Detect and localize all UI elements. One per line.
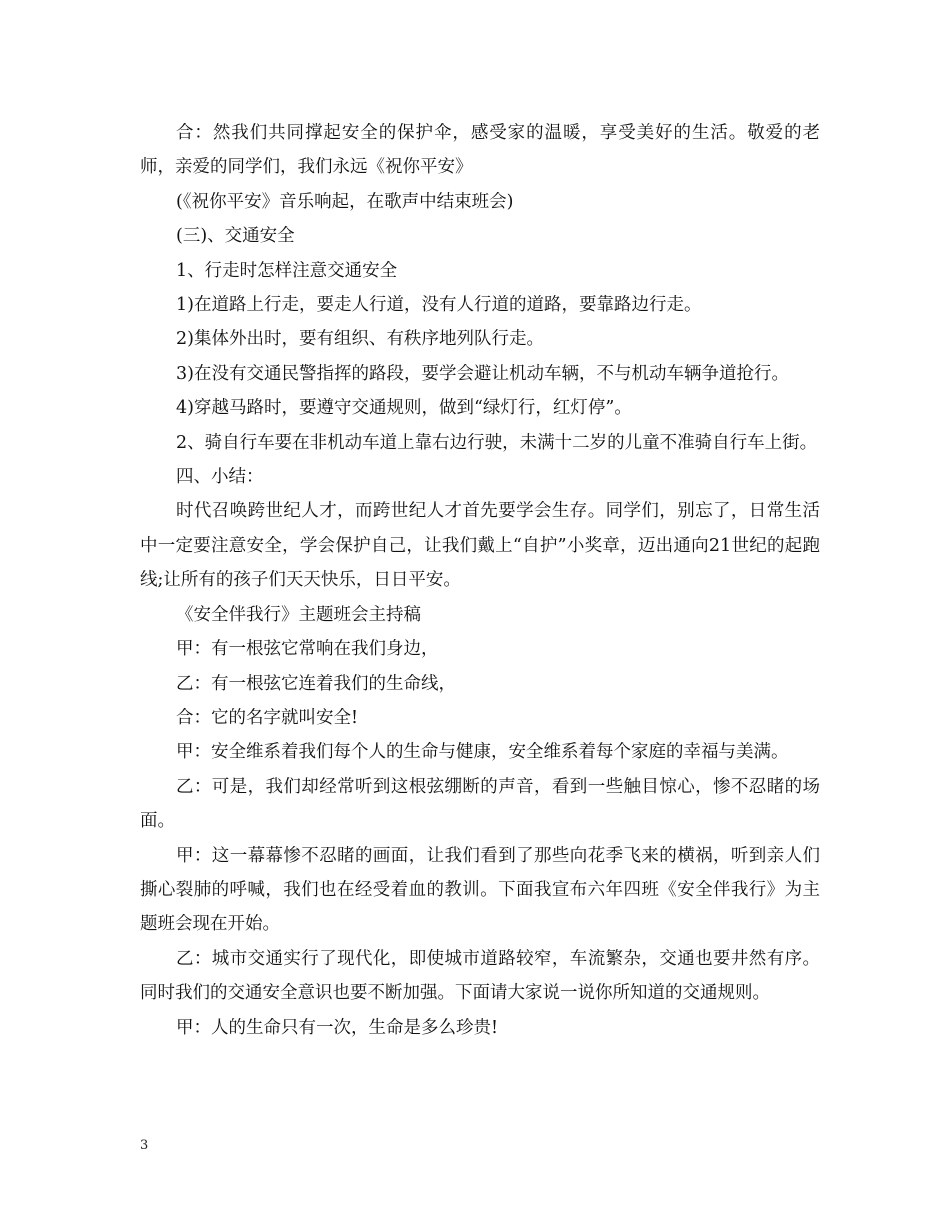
list-item: 4)穿越马路时，要遵守交通规则，做到“绿灯行，红灯停”。 [176,398,632,419]
page-number: 3 [140,1138,149,1153]
list-item: 3)在没有交通民警指挥的路段，要学会避让机动车辆，不与机动车辆争道抢行。 [176,363,789,384]
subsection-heading: 1、行走时怎样注意交通安全 [176,260,398,281]
dialogue-line: 合：它的名字就叫安全! [176,707,359,728]
section-heading: (三)、交通安全 [176,226,295,247]
script-title: 《安全伴我行》主题班会主持稿 [176,604,421,625]
paragraph: 2、骑自行车要在非机动车道上靠右边行驶，未满十二岁的儿童不准骑自行车上街。 [176,432,818,453]
dialogue-line: 乙：城市交通实行了现代化，即使城市道路较窄，车流繁杂，交通也要井然有序。同时我们的交通安全意识也要不断加强。下面请大家说一说你所知道的交通规则。 [140,948,820,1004]
dialogue-line: 甲：安全维系着我们每个人的生命与健康，安全维系着每个家庭的幸福与美满。 [176,742,789,763]
paragraph: (《祝你平安》音乐响起，在歌声中结束班会) [176,191,514,212]
paragraph: 合：然我们共同撑起安全的保护伞，感受家的温暖，享受美好的生活。敬爱的老师，亲爱的同学们，我们永远《祝你平安》 [140,123,820,178]
list-item: 1)在道路上行走，要走人行道，没有人行道的道路，要靠路边行走。 [176,295,702,316]
document-body [140,116,820,1045]
dialogue-line: 甲：这一幕幕惨不忍睹的画面，让我们看到了那些向花季飞来的横祸，听到亲人们撕心裂肺的呼喊，我们也在经受着血的教训。下面我宣布六年四班《安全伴我行》为主题班会现在开始。 [140,845,820,935]
section-heading: 四、小结： [176,467,264,488]
dialogue-line: 甲：有一根弦它常响在我们身边， [176,639,439,660]
paragraph: 时代召唤跨世纪人才，而跨世纪人才首先要学会生存。同学们，别忘了，日常生活中一定要注意安全，学会保护自己，让我们戴上“自护”小奖章，迈出通向21世纪的起跑线;让所有的孩子们天天快乐，日日平安。 [140,501,820,591]
dialogue-line: 乙：可是，我们却经常听到这根弦绷断的声音，看到一些触目惊心，惨不忍睹的场面。 [140,776,820,832]
dialogue-line: 甲：人的生命只有一次，生命是多么珍贵! [176,1017,499,1038]
list-item: 2)集体外出时，要有组织、有秩序地列队行走。 [176,329,544,350]
dialogue-line: 乙：有一根弦它连着我们的生命线， [176,673,456,694]
